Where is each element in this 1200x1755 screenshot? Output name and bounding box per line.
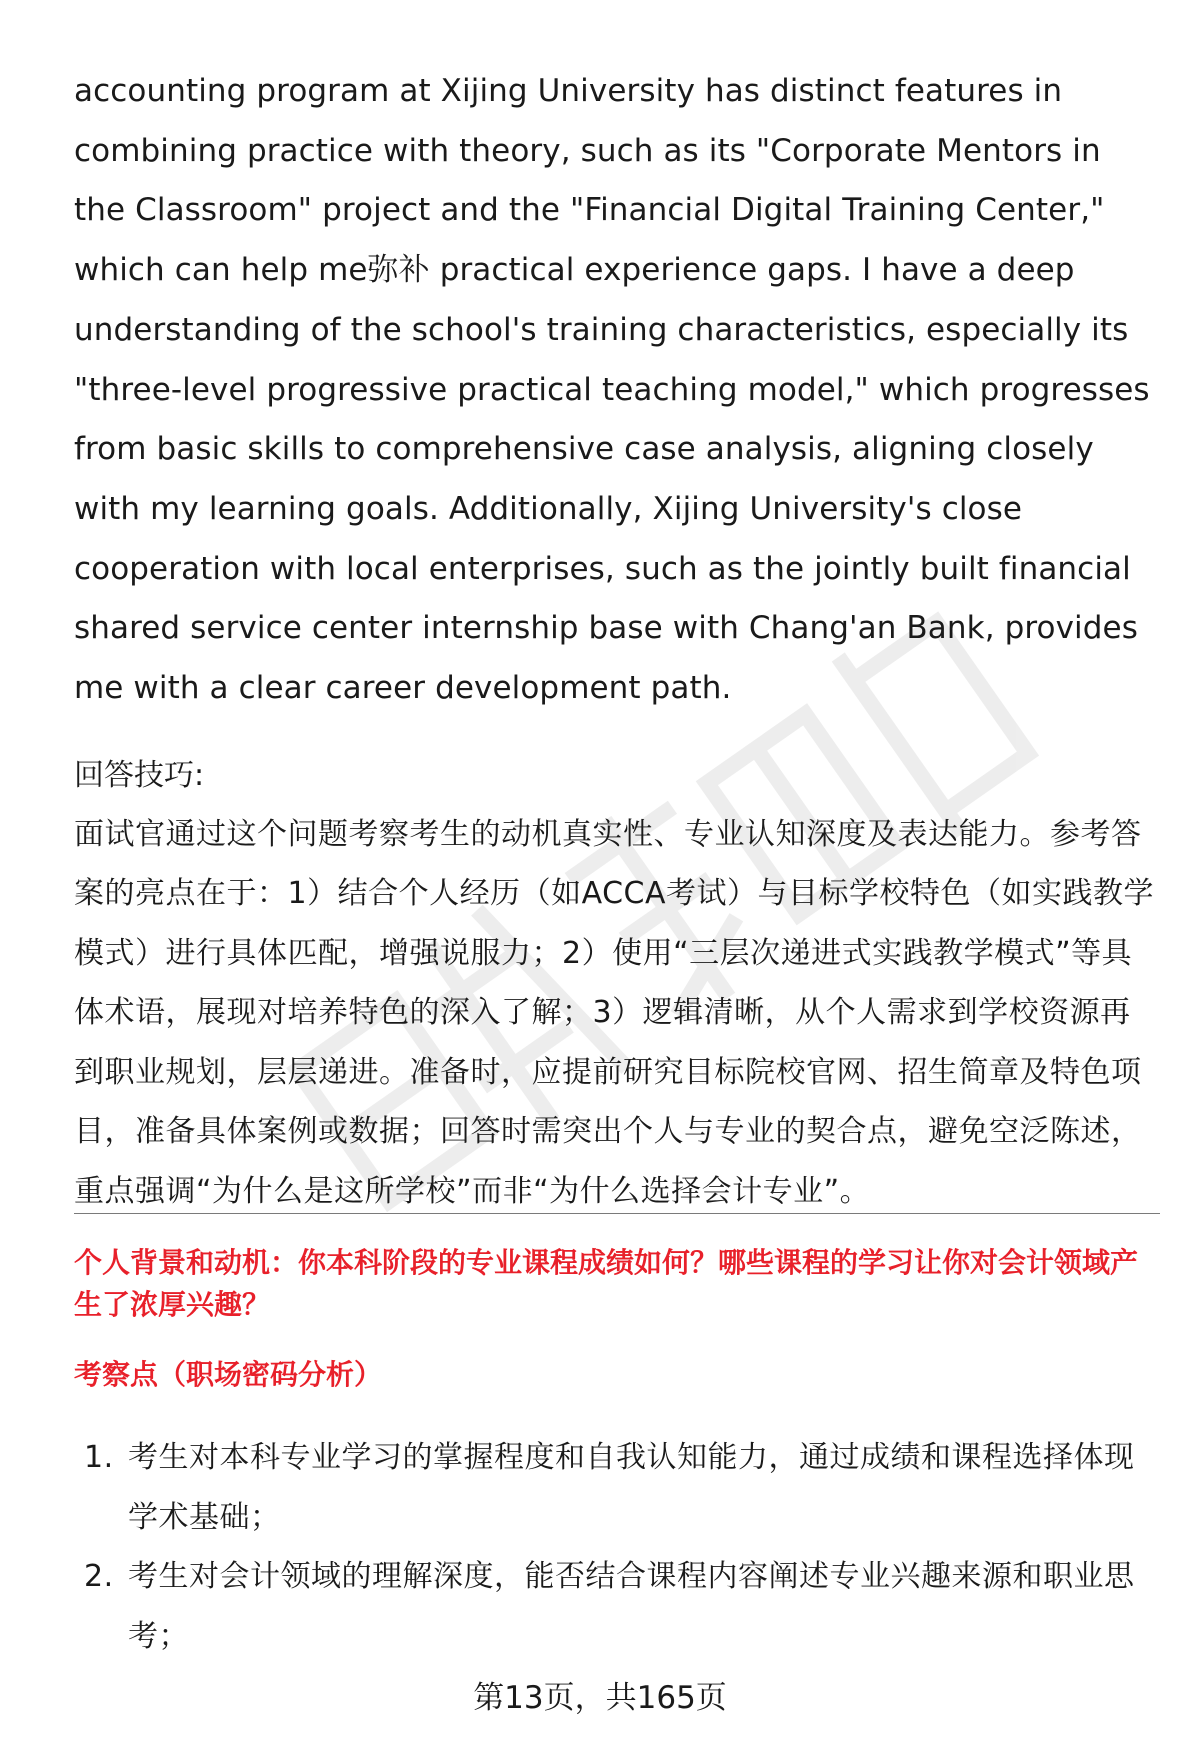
section-title: 考察点（职场密码分析） <box>74 1358 383 1391</box>
answer-paragraph: accounting program at Xijing University has distinct features in combining practice with theory, such as its "Corporate Mentors in the Classroom" project and the "Financial Digital Training Center," which can help me弥补 practical experience gaps. I have a deep understanding of the school's training characteristics, especially its "three-level progressive practical teaching model," which progresses from basic skills to comprehensive case analysis, aligning closely with my learning goals. Additionally, Xijing University's close cooperation with local enterprises, such as the jointly built financial shared service center internship base with Chang'an Bank, provides me with a clear career development path. <box>74 73 1150 707</box>
question-heading: 个人背景和动机：你本科阶段的专业课程成绩如何？哪些课程的学习让你对会计领域产生了浓厚兴趣？ <box>74 1246 1139 1321</box>
list-item-number: 1. <box>84 1440 114 1475</box>
list-item <box>74 1547 1160 1666</box>
tips-body: 面试官通过这个问题考察考生的动机真实性、专业认知深度及表达能力。参考答案的亮点在于：1）结合个人经历（如ACCA考试）与目标学校特色（如实践教学模式）进行具体匹配，增强说服力；2）使用“三层次递进式实践教学模式”等具体术语，展现对培养特色的深入了解；3）逻辑清晰，从个人需求到学校资源再到职业规划，层层递进。准备时，应提前研究目标院校官网、招生简章及特色项目，准备具体案例或数据；回答时需突出个人与专业的契合点，避免空泛陈述，重点强调“为什么是这所学校”而非“为什么选择会计专业”。 <box>74 816 1154 1209</box>
main-content <box>74 62 1160 1221</box>
section-divider <box>74 1213 1160 1214</box>
list-item <box>74 1428 1160 1547</box>
assessment-points-list <box>74 1428 1160 1666</box>
list-item-number: 2. <box>84 1559 114 1594</box>
list-item-text: 考生对本科专业学习的掌握程度和自我认知能力，通过成绩和课程选择体现学术基础； <box>128 1440 1135 1535</box>
page-number: 第13页，共165页 <box>473 1680 727 1716</box>
list-item-text: 考生对会计领域的理解深度，能否结合课程内容阐述专业兴趣来源和职业思考； <box>128 1559 1135 1654</box>
tips-title: 回答技巧: <box>74 757 205 793</box>
